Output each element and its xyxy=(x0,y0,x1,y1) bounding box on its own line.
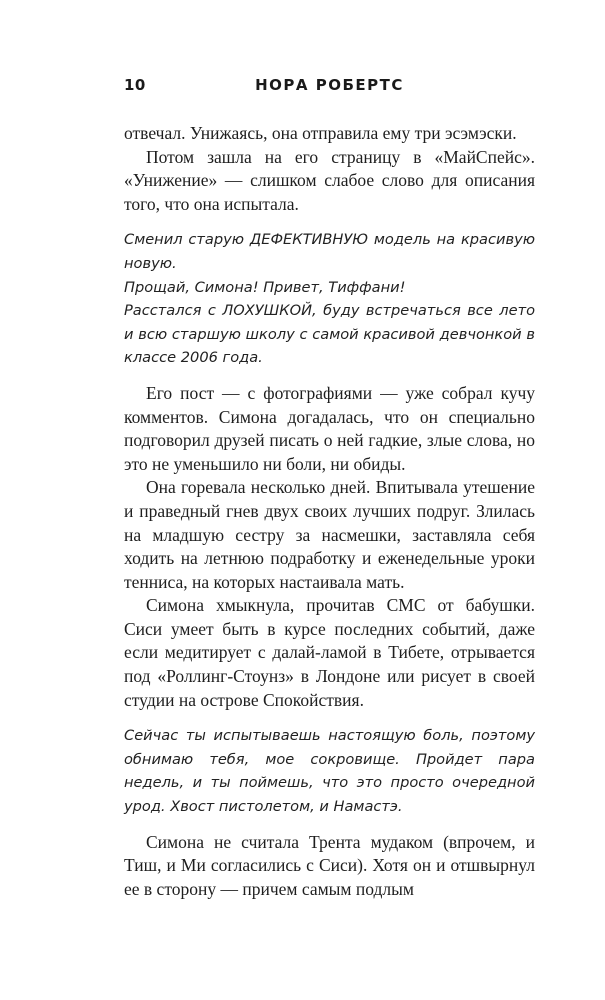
paragraph: Она горевала несколько дней. Впитывала утешение и праведный гнев двух своих лучших подруг. Злилась на младшую сестру за насмешки, заставляла себя ходить на летнюю подработку и еженедельные уроки тенниса, на которых настаивала мать. xyxy=(124,477,535,592)
paragraph: Симона хмыкнула, прочитав СМС от бабушки. Сиси умеет быть в курсе последних событий, даже если медитирует с далай-ламой в Тибете, отрывается под «Роллинг-Стоунз» в Лондоне или рисует в своей студии на острове Спокойствия. xyxy=(124,595,535,710)
paragraph: Потом зашла на его страницу в «МайСпейс». «Унижение» — слишком слабое слово для описания того, что она испытала. xyxy=(124,146,535,214)
running-title: НОРА РОБЕРТС xyxy=(255,76,404,94)
page-body xyxy=(124,122,535,901)
page-header xyxy=(124,76,535,100)
quote-line: Расстался с ЛОХУШКОЙ, буду встречаться все лето и всю старшую школу с самой красивой девчонкой в классе 2006 года. xyxy=(124,302,535,367)
sms-quote-block xyxy=(124,228,535,370)
quote-line: Прощай, Симона! Привет, Тиффани! xyxy=(124,278,406,296)
sms-quote-block xyxy=(124,724,535,818)
page-number: 10 xyxy=(124,76,146,94)
paragraph: Симона не считала Трента мудаком (впрочем, и Тиш, и Ми согласились с Сиси). Хотя он и отшвырнул ее в сторону — причем самым подлым xyxy=(124,831,535,899)
paragraph: отвечал. Унижаясь, она отправила ему три эсэмэски. xyxy=(124,123,517,143)
quote-line: Сменил старую ДЕФЕКТИВНУЮ модель на красивую новую. xyxy=(124,231,535,272)
quote-line: Сейчас ты испытываешь настоящую боль, поэтому обнимаю тебя, мое сокровище. Пройдет пара недель, и ты поймешь, что это просто очередной урод. Хвост пистолетом, и Намастэ. xyxy=(124,727,535,816)
paragraph: Его пост — с фотографиями — уже собрал кучу комментов. Симона догадалась, что он специально подговорил друзей писать о ней гадкие, злые слова, но это не уменьшило ни боли, ни обиды. xyxy=(124,382,535,474)
